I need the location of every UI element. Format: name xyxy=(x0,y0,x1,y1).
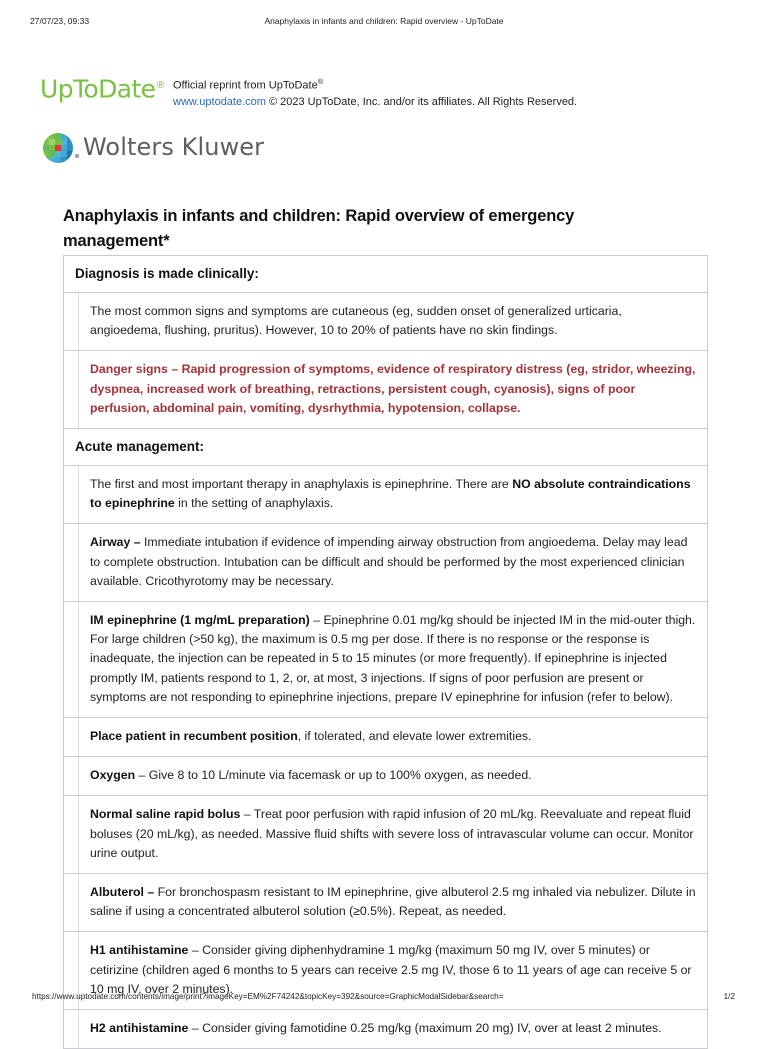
row-text-body: The most common signs and symptoms are cutaneous (eg, sudden onset of generalized urticaria, angioedema, flushing, pruritus). However, 10 to 20% of patients have no skin findings. xyxy=(90,304,622,338)
reprint-line-1-text: Official reprint from UpToDate xyxy=(173,79,318,92)
row-text xyxy=(90,302,696,340)
reprint-notice xyxy=(173,74,733,110)
row-text xyxy=(90,533,696,591)
row-lead-label: H1 antihistamine xyxy=(90,943,189,958)
registered-trademark-icon: ® xyxy=(317,77,324,86)
table-row xyxy=(64,524,707,602)
row-text xyxy=(90,766,696,785)
row-text xyxy=(90,1019,696,1038)
row-text-body: Immediate intubation if evidence of impending airway obstruction from angioedema. Delay may lead to complete obstruction. Intubation can be difficult and should be performed by the most experienced clinician available. Cricothyrotomy may be necessary. xyxy=(90,535,688,588)
row-lead-label: Oxygen xyxy=(90,768,136,783)
wolters-kluwer-registered-dot xyxy=(75,154,79,158)
registered-trademark-icon: ® xyxy=(155,80,166,91)
print-footer-url: https://www.uptodate.com/contents/image/print?imageKey=EM%2F74242&topicKey=392&source=GraphicModalSidebar&search= xyxy=(32,992,504,1001)
row-text-body: – Treat poor perfusion with rapid infusion of 20 mL/kg. Reevaluate and repeat fluid boluses (20 mL/kg), as needed. Massive fluid shifts with severe loss of intravascular volume can occur. Monitor urine output. xyxy=(90,807,694,860)
row-text-segment: in the setting of anaphylaxis. xyxy=(174,496,334,511)
row-cell xyxy=(79,466,707,523)
row-text-body: For bronchospasm resistant to IM epinephrine, give albuterol 2.5 mg inhaled via nebulizer. Dilute in saline if using a concentrated albuterol solution (≥0.5%). Repeat, as needed. xyxy=(90,885,696,919)
table-row xyxy=(64,796,707,874)
row-cell xyxy=(79,718,707,756)
row-gutter xyxy=(64,1010,79,1048)
row-gutter xyxy=(64,757,79,795)
row-lead-label: Airway – xyxy=(90,535,141,550)
uptodate-logo xyxy=(40,72,165,103)
reprint-line-2 xyxy=(173,94,733,110)
row-text xyxy=(90,611,696,707)
table-row xyxy=(64,602,707,718)
uptodate-website-link[interactable]: www.uptodate.com xyxy=(173,95,266,108)
wolters-kluwer-wordmark: Wolters Kluwer xyxy=(83,133,265,161)
row-text xyxy=(90,883,696,921)
print-footer-page-number: 1/2 xyxy=(723,992,735,1001)
row-cell xyxy=(79,293,707,350)
print-header-date: 27/07/23, 09:33 xyxy=(30,16,90,26)
row-text-body: – Epinephrine 0.01 mg/kg should be injected IM in the mid-outer thigh. For large children (>50 kg), the maximum is 0.5 mg per dose. If there is no response or the response is inadequate, the injection can be repeated in 5 to 15 minutes (or more frequently). If epinephrine is injected promptly IM, patients respond to 1, 2, or, at most, 3 injections. If signs of poor perfusion are present or symptoms are not responding to epinephrine injections, prepare IV epinephrine for infusion (refer to below). xyxy=(90,613,696,704)
row-text-emphasis: NO absolute contraindications to epinephrine xyxy=(90,477,691,511)
row-text-body: Danger signs – Rapid progression of symptoms, evidence of respiratory distress (eg, stridor, wheezing, dyspnea, increased work of breathing, retractions, persistent cough, cyanosis), signs of poor perfusion, abdominal pain, vomiting, dysrhythmia, hypotension, collapse. xyxy=(90,362,696,415)
row-text-body: , if tolerated, and elevate lower extremities. xyxy=(297,729,532,744)
row-lead-label: Albuterol – xyxy=(90,885,155,900)
table-section-header xyxy=(64,256,707,293)
section-header-label: Diagnosis is made clinically: xyxy=(75,266,259,281)
table-row xyxy=(64,718,707,757)
row-lead-label: Place patient in recumbent position xyxy=(90,729,298,744)
section-header-label: Acute management: xyxy=(75,439,205,455)
row-lead-label: Normal saline rapid bolus xyxy=(90,807,241,822)
page-title: Anaphylaxis in infants and children: Rapid overview of emergency management* xyxy=(63,207,575,251)
copyright-text: © 2023 UpToDate, Inc. and/or its affiliates. All Rights Reserved. xyxy=(265,95,578,108)
branding-row xyxy=(40,72,730,112)
row-lead-label: IM epinephrine (1 mg/mL preparation) xyxy=(90,613,310,628)
row-gutter xyxy=(64,466,79,523)
uptodate-logo-text: UpToDate xyxy=(40,74,156,104)
row-cell xyxy=(79,524,707,601)
row-cell xyxy=(79,874,707,931)
danger-signs-text xyxy=(90,360,696,418)
row-gutter xyxy=(64,351,79,428)
row-text-body: – Consider giving famotidine 0.25 mg/kg (maximum 20 mg) IV, over at least 2 minutes. xyxy=(188,1021,662,1036)
table-row xyxy=(64,466,707,524)
table-row xyxy=(64,874,707,932)
row-cell xyxy=(79,602,707,717)
wolters-kluwer-globe-icon xyxy=(43,133,73,163)
row-cell xyxy=(79,351,707,428)
row-gutter xyxy=(64,796,79,873)
row-text xyxy=(90,727,696,746)
row-gutter xyxy=(64,602,79,717)
row-text xyxy=(90,941,696,999)
row-gutter xyxy=(64,874,79,931)
row-cell xyxy=(79,796,707,873)
table-row xyxy=(64,757,707,796)
print-footer xyxy=(0,992,768,1006)
row-gutter xyxy=(64,293,79,350)
print-header-title: Anaphylaxis in infants and children: Rapid overview - UpToDate xyxy=(264,16,504,26)
row-cell xyxy=(79,757,707,795)
table-row xyxy=(64,351,707,429)
row-gutter xyxy=(64,524,79,601)
row-text xyxy=(90,805,696,863)
row-gutter xyxy=(64,718,79,756)
row-text-segment: The first and most important therapy in anaphylaxis is epinephrine. There are xyxy=(90,477,513,492)
row-cell xyxy=(79,1010,707,1048)
row-text xyxy=(90,475,696,513)
rapid-overview-table xyxy=(63,255,708,1049)
table-row xyxy=(64,1010,707,1049)
reprint-line-1 xyxy=(173,74,733,94)
row-text-body: – Consider giving diphenhydramine 1 mg/kg (maximum 50 mg IV, over 5 minutes) or cetirizine (children aged 6 months to 5 years can receive 2.5 mg IV, those 6 to 11 years of age can receive 5 or 10 mg IV, over 2 minutes). xyxy=(90,943,692,996)
row-text-body: – Give 8 to 10 L/minute via facemask or up to 100% oxygen, as needed. xyxy=(135,768,532,783)
row-lead-label: H2 antihistamine xyxy=(90,1021,189,1036)
print-header xyxy=(0,16,768,30)
wolters-kluwer-logo xyxy=(40,131,440,167)
table-row xyxy=(64,293,707,351)
table-section-header xyxy=(64,429,707,466)
